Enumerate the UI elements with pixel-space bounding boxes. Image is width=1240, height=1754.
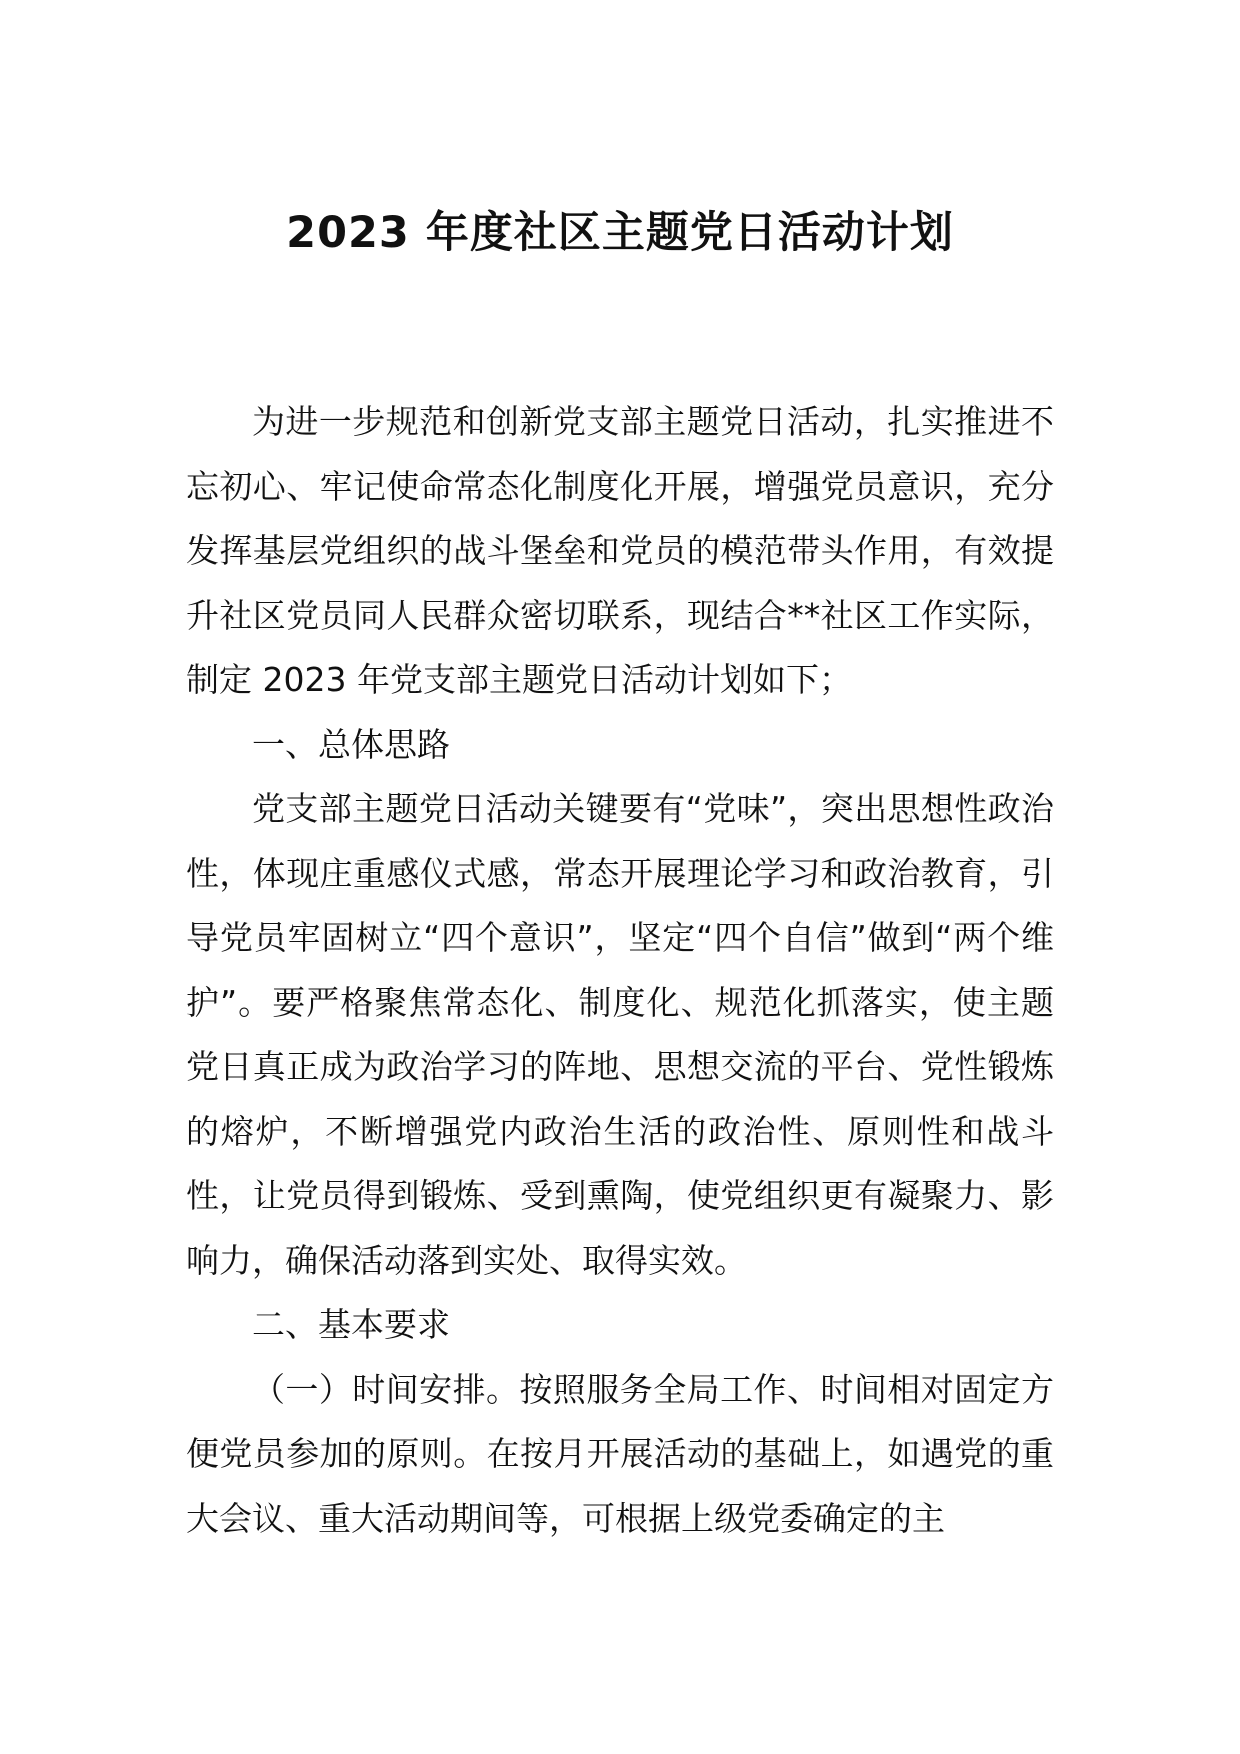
intro-paragraph: 为进一步规范和创新党支部主题党日活动，扎实推进不忘初心、牢记使命常态化制度化开展，增强党员意识，充分发挥基层党组织的战斗堡垒和党员的模范带头作用，有效提升社区党员同人民群众密切联系，现结合**社区工作实际，制定 2023 年党支部主题党日活动计划如下； (186, 402, 1054, 699)
time-arrangement-paragraph: （一）时间安排。按照服务全局工作、时间相对固定方便党员参加的原则。在按月开展活动的基础上，如遇党的重大会议、重大活动期间等，可根据上级党委确定的主 (186, 1369, 1054, 1538)
document-body (186, 390, 1054, 1551)
section-heading-overall-approach: 一、总体思路 (252, 724, 450, 764)
overall-approach-paragraph: 党支部主题党日活动关键要有“党味”，突出思想性政治性，体现庄重感仪式感，常态开展理论学习和政治教育，引导党员牢固树立“四个意识”，坚定“四个自信”做到“两个维护”。要严格聚焦常态化、制度化、规范化抓落实，使主题党日真正成为政治学习的阵地、思想交流的平台、党性锻炼的熔炉，不断增强党内政治生活的政治性、原则性和战斗性，让党员得到锻炼、受到熏陶，使党组织更有凝聚力、影响力，确保活动落到实处、取得实效。 (186, 789, 1054, 1280)
section-heading-basic-requirements: 二、基本要求 (252, 1305, 450, 1344)
document-title: 2023 年度社区主题党日活动计划 (286, 208, 954, 258)
